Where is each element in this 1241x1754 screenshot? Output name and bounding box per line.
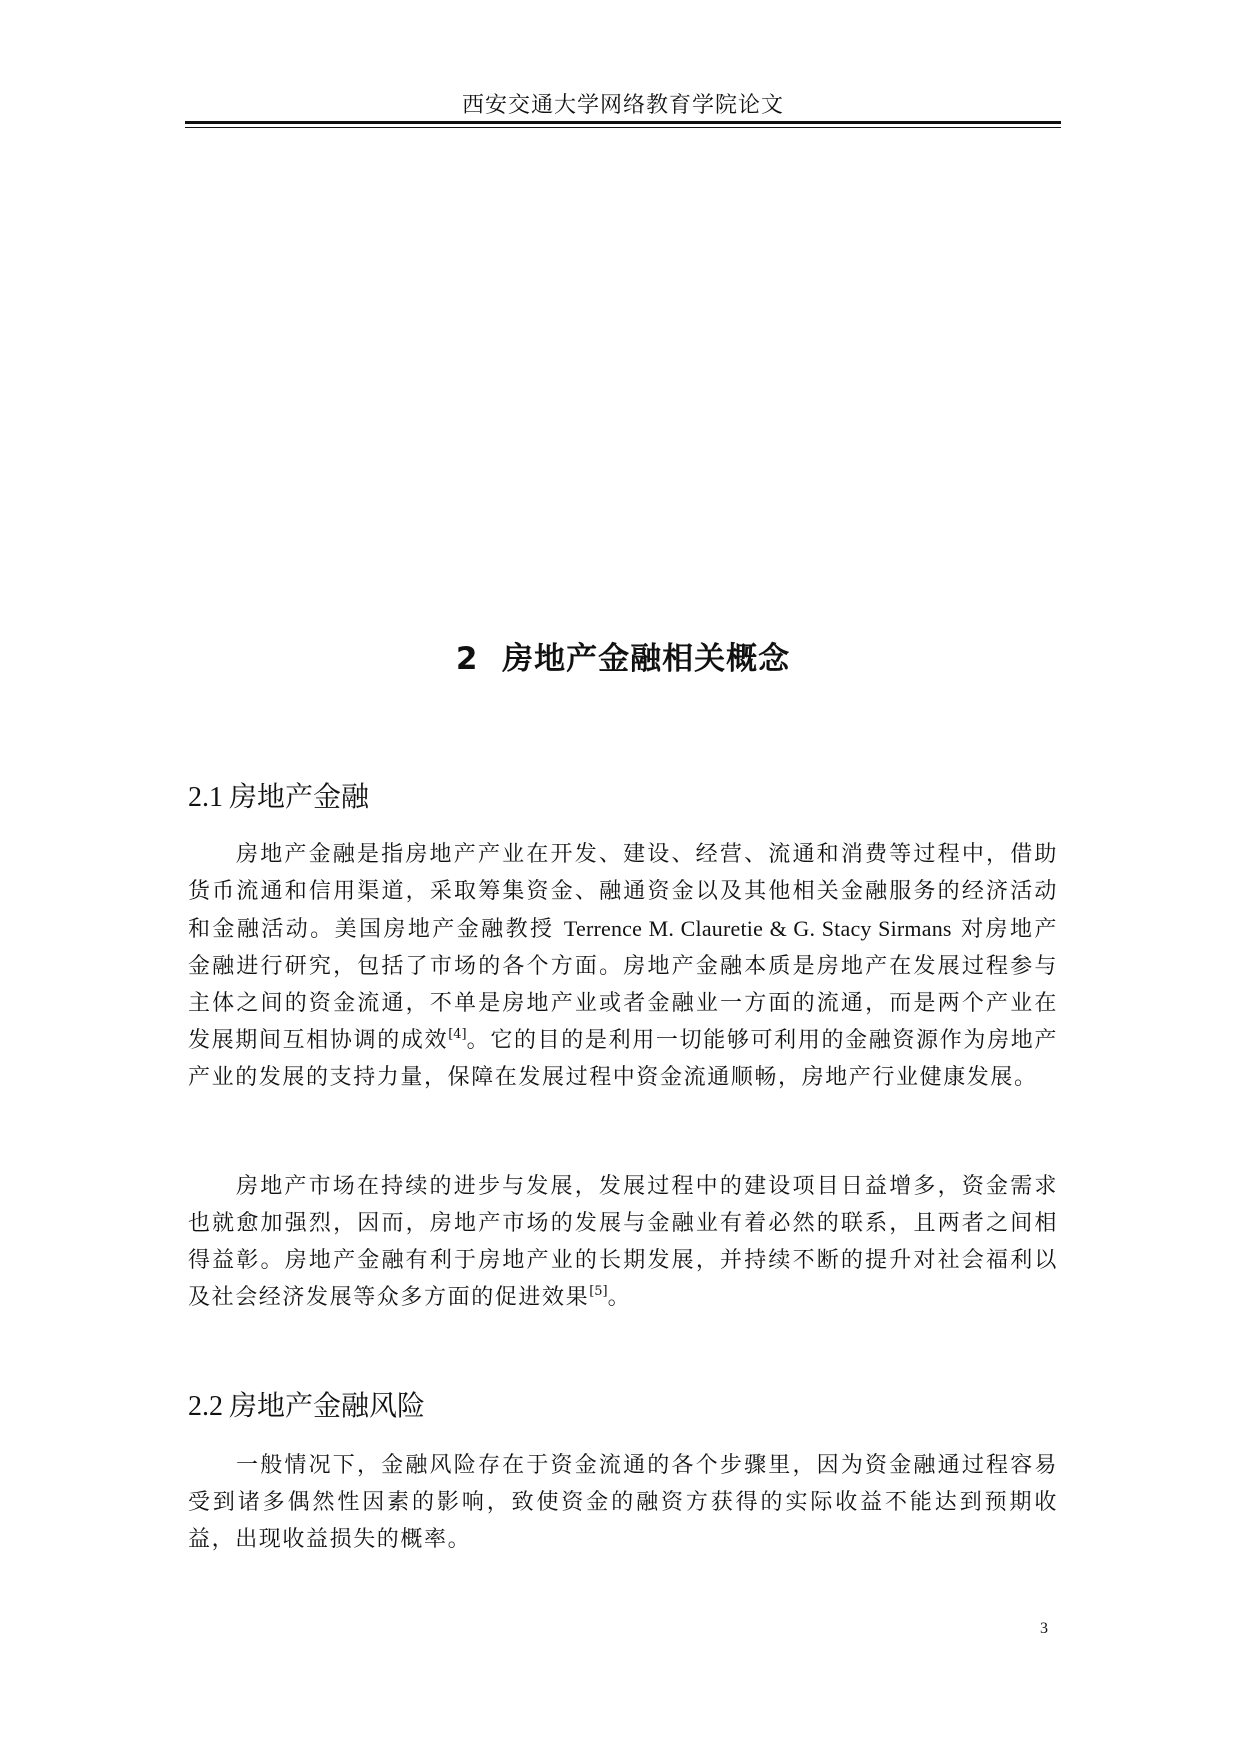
author-names: Terrence M. Clauretie & G. Stacy Sirmans (563, 916, 952, 941)
paragraph-2-2-1 (188, 1447, 1058, 1558)
paragraph-2-1-2 (188, 1168, 1058, 1316)
header-rule-thick (185, 121, 1061, 124)
section-number: 2.2 (188, 1391, 223, 1422)
section-title: 房地产金融 (229, 780, 370, 813)
paragraph-2-1-1 (188, 836, 1058, 1096)
chapter-number: 2 (455, 641, 479, 677)
page-header: 西安交通大学网络教育学院论文 (461, 93, 784, 118)
section-heading-2-1 (188, 775, 369, 815)
paragraph-text: 。它的目的是利用一切能够可利用的金融资源作为房地产产业的发展的支持力量，保障在发展过程中资金流通顺畅，房地产行业健康发展。 (188, 1028, 1058, 1090)
paragraph-text: 一般情况下，金融风险存在于资金流通的各个步骤里，因为资金融通过程容易受到诸多偶然性因素的影响，致使资金的融资方获得的实际收益不能达到预期收益，出现收益损失的概率。 (188, 1453, 1058, 1552)
citation-5: [5] (589, 1284, 608, 1299)
chapter-title-text: 房地产金融相关概念 (502, 641, 791, 677)
citation-4: [4] (448, 1027, 467, 1042)
paragraph-text: 。 (607, 1285, 632, 1310)
section-heading-2-2 (188, 1384, 425, 1424)
paragraph-text: 房地产市场在持续的进步与发展，发展过程中的建设项目日益增多，资金需求也就愈加强烈，因而，房地产市场的发展与金融业有着必然的联系，且两者之间相得益彰。房地产金融有利于房地产业的长期发展，并持续不断的提升对社会福利以及社会经济发展等众多方面的促进效果 (188, 1174, 1058, 1310)
paragraph-text: 对房地产金融进行研究，包括了市场的各个方面。房地产金融本质是房地产在发展过程参与主体之间的资金流通，不单是房地产业或者金融业一方面的流通，而是两个产业在发展期间互相协调的成效 (188, 917, 1058, 1053)
section-number: 2.1 (188, 782, 223, 813)
page-number: 3 (1040, 1620, 1048, 1637)
section-title: 房地产金融风险 (229, 1389, 426, 1422)
chapter-title (185, 633, 1061, 678)
header-rule-thin (185, 127, 1061, 128)
paragraph-text: 房地产金融是指房地产产业在开发、建设、经营、流通和消费等过程中，借助货币流通和信用渠道，采取筹集资金、融通资金以及其他相关金融服务的经济活动和金融活动。美国房地产金融教授 (188, 842, 1058, 942)
